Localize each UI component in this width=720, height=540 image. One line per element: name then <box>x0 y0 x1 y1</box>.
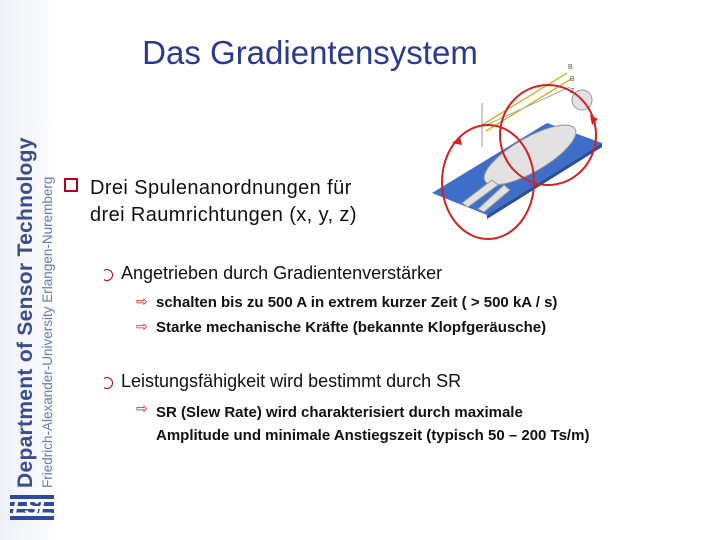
axis-label-b2: B <box>570 76 575 83</box>
arrow-item-slew-rate <box>156 401 716 447</box>
slew-rate-line-2: Amplitude und minimale Anstiegszeit (typisch 50 – 200 Ts/m) <box>156 427 590 444</box>
department-name: Department of Sensor Technology <box>14 137 37 488</box>
main-bullet-line-2: drei Raumrichtungen (x, y, z) <box>90 204 357 226</box>
gradient-field-lines <box>482 73 571 131</box>
slide-title: Das Gradientensystem <box>142 34 478 71</box>
axis-label-z: Z <box>570 88 575 95</box>
sub-bullet-amplifier: Angetrieben durch Gradientenverstärker <box>121 263 443 283</box>
circle-bullet-icon <box>101 269 113 281</box>
square-bullet-icon <box>64 178 78 192</box>
arrow-bullet-icon: ⇨ <box>136 293 148 309</box>
arrow-bullet-icon: ⇨ <box>136 400 148 416</box>
arrow-item-current: schalten bis zu 500 A in extrem kurzer Zeit ( > 500 kA / s) <box>156 294 558 311</box>
university-name: Friedrich-Alexander-University Erlangen-Nuremberg <box>40 176 55 488</box>
circle-bullet-icon <box>101 377 113 389</box>
axis-label-b1: B <box>568 64 573 71</box>
lse-logo: LSE <box>10 493 54 523</box>
gradient-field-line-gray <box>482 87 570 127</box>
arrow-bullet-icon: ⇨ <box>136 318 148 334</box>
sidebar <box>0 0 62 540</box>
main-bullet-text <box>90 175 357 229</box>
arrow-item-forces: Starke mechanische Kräfte (bekannte Klopfgeräusche) <box>156 319 547 336</box>
main-bullet-line-1: Drei Spulenanordnungen für <box>90 177 352 199</box>
sub-bullet-performance: Leistungsfähigkeit wird bestimmt durch SR <box>121 371 462 391</box>
slew-rate-line-1: SR (Slew Rate) wird charakterisiert durch maximale <box>156 404 523 421</box>
gradient-coil-figure <box>432 55 602 255</box>
